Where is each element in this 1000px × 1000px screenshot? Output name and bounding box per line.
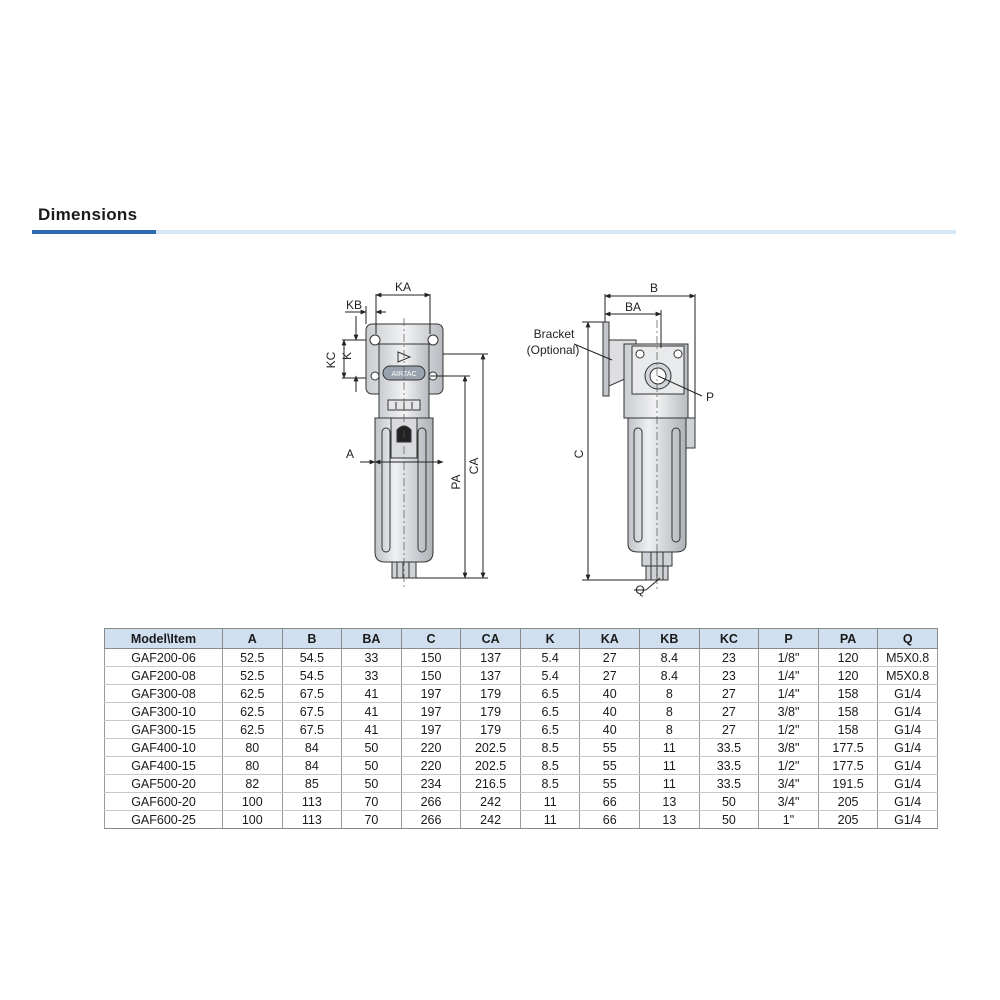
- value-cell: 27: [580, 667, 640, 685]
- value-cell: 1/2": [759, 757, 819, 775]
- value-cell: 1/4": [759, 685, 819, 703]
- value-cell: 33.5: [699, 757, 759, 775]
- value-cell: 1/2": [759, 721, 819, 739]
- value-cell: 11: [640, 757, 700, 775]
- front-view: [366, 318, 443, 590]
- value-cell: 1/8": [759, 649, 819, 667]
- value-cell: 84: [282, 739, 342, 757]
- value-cell: 8.4: [640, 649, 700, 667]
- dimensions-table: [104, 628, 938, 829]
- label-c: C: [572, 449, 586, 459]
- value-cell: 242: [461, 793, 521, 811]
- value-cell: G1/4: [878, 739, 938, 757]
- value-cell: 8.5: [520, 757, 580, 775]
- model-cell: GAF300-08: [105, 685, 223, 703]
- value-cell: 220: [401, 739, 461, 757]
- value-cell: 179: [461, 703, 521, 721]
- value-cell: 13: [640, 811, 700, 829]
- value-cell: 13: [640, 793, 700, 811]
- table-header-cell: Model\Item: [105, 629, 223, 649]
- value-cell: 1/4": [759, 667, 819, 685]
- table-header-cell: K: [520, 629, 580, 649]
- value-cell: 40: [580, 703, 640, 721]
- label-pa: PA: [449, 474, 463, 490]
- value-cell: 197: [401, 721, 461, 739]
- value-cell: 40: [580, 685, 640, 703]
- value-cell: 66: [580, 811, 640, 829]
- value-cell: 202.5: [461, 757, 521, 775]
- value-cell: 62.5: [223, 685, 283, 703]
- table-header-cell: KC: [699, 629, 759, 649]
- model-cell: GAF300-10: [105, 703, 223, 721]
- value-cell: 8.5: [520, 775, 580, 793]
- value-cell: 113: [282, 793, 342, 811]
- value-cell: 5.4: [520, 649, 580, 667]
- value-cell: 55: [580, 757, 640, 775]
- value-cell: 266: [401, 811, 461, 829]
- table-header-cell: B: [282, 629, 342, 649]
- value-cell: 177.5: [818, 739, 878, 757]
- value-cell: 8: [640, 703, 700, 721]
- value-cell: 8.4: [640, 667, 700, 685]
- value-cell: G1/4: [878, 703, 938, 721]
- value-cell: 80: [223, 739, 283, 757]
- label-k: K: [340, 351, 354, 361]
- value-cell: 3/4": [759, 793, 819, 811]
- value-cell: 50: [699, 793, 759, 811]
- table-row: [105, 793, 938, 811]
- value-cell: 52.5: [223, 649, 283, 667]
- value-cell: 33: [342, 667, 402, 685]
- value-cell: 11: [640, 739, 700, 757]
- model-cell: GAF500-20: [105, 775, 223, 793]
- page-title: Dimensions: [38, 205, 138, 224]
- value-cell: 205: [818, 793, 878, 811]
- value-cell: 158: [818, 721, 878, 739]
- value-cell: 137: [461, 667, 521, 685]
- value-cell: 55: [580, 739, 640, 757]
- value-cell: 197: [401, 703, 461, 721]
- label-kb: KB: [345, 298, 363, 312]
- value-cell: 85: [282, 775, 342, 793]
- value-cell: 41: [342, 703, 402, 721]
- value-cell: 23: [699, 667, 759, 685]
- value-cell: 33.5: [699, 775, 759, 793]
- value-cell: 179: [461, 685, 521, 703]
- value-cell: 80: [223, 757, 283, 775]
- table-header-cell: Q: [878, 629, 938, 649]
- value-cell: 55: [580, 775, 640, 793]
- value-cell: 11: [520, 811, 580, 829]
- table-row: [105, 685, 938, 703]
- value-cell: 113: [282, 811, 342, 829]
- value-cell: 11: [640, 775, 700, 793]
- label-ca: CA: [467, 457, 481, 475]
- value-cell: G1/4: [878, 757, 938, 775]
- value-cell: 33: [342, 649, 402, 667]
- label-optional: (Optional): [526, 343, 580, 357]
- value-cell: 1": [759, 811, 819, 829]
- value-cell: 50: [342, 757, 402, 775]
- table-header-cell: P: [759, 629, 819, 649]
- svg-text:AIRTAC: AIRTAC: [391, 371, 417, 378]
- label-a: A: [345, 447, 355, 461]
- table-row: [105, 811, 938, 829]
- value-cell: 197: [401, 685, 461, 703]
- value-cell: 41: [342, 685, 402, 703]
- table-row: [105, 757, 938, 775]
- table-row: [105, 649, 938, 667]
- label-kc: KC: [324, 351, 338, 369]
- value-cell: 50: [342, 739, 402, 757]
- value-cell: 8.5: [520, 739, 580, 757]
- value-cell: 100: [223, 811, 283, 829]
- value-cell: 27: [699, 721, 759, 739]
- value-cell: 8: [640, 685, 700, 703]
- value-cell: 27: [699, 685, 759, 703]
- model-cell: GAF200-08: [105, 667, 223, 685]
- value-cell: 70: [342, 811, 402, 829]
- value-cell: 158: [818, 703, 878, 721]
- model-cell: GAF600-20: [105, 793, 223, 811]
- table-body: [105, 649, 938, 829]
- value-cell: 3/8": [759, 703, 819, 721]
- value-cell: 158: [818, 685, 878, 703]
- value-cell: 62.5: [223, 721, 283, 739]
- value-cell: G1/4: [878, 793, 938, 811]
- table-header-cell: BA: [342, 629, 402, 649]
- table-header-cell: KA: [580, 629, 640, 649]
- value-cell: 6.5: [520, 703, 580, 721]
- value-cell: 150: [401, 649, 461, 667]
- value-cell: 8: [640, 721, 700, 739]
- value-cell: 33.5: [699, 739, 759, 757]
- label-p: P: [705, 390, 715, 404]
- value-cell: 41: [342, 721, 402, 739]
- table-row: [105, 721, 938, 739]
- label-bracket: Bracket: [533, 327, 575, 341]
- value-cell: 220: [401, 757, 461, 775]
- value-cell: 3/4": [759, 775, 819, 793]
- value-cell: 23: [699, 649, 759, 667]
- table-header-cell: C: [401, 629, 461, 649]
- value-cell: 177.5: [818, 757, 878, 775]
- value-cell: M5X0.8: [878, 649, 938, 667]
- value-cell: 137: [461, 649, 521, 667]
- value-cell: G1/4: [878, 811, 938, 829]
- value-cell: 70: [342, 793, 402, 811]
- value-cell: 150: [401, 667, 461, 685]
- model-cell: GAF600-25: [105, 811, 223, 829]
- table-header-cell: A: [223, 629, 283, 649]
- table-header-cell: PA: [818, 629, 878, 649]
- side-view: [603, 320, 695, 592]
- value-cell: 3/8": [759, 739, 819, 757]
- value-cell: 6.5: [520, 685, 580, 703]
- value-cell: G1/4: [878, 775, 938, 793]
- value-cell: 202.5: [461, 739, 521, 757]
- value-cell: 6.5: [520, 721, 580, 739]
- table-header-row: [105, 629, 938, 649]
- value-cell: 50: [699, 811, 759, 829]
- value-cell: 54.5: [282, 667, 342, 685]
- value-cell: 266: [401, 793, 461, 811]
- value-cell: 50: [342, 775, 402, 793]
- model-cell: GAF400-10: [105, 739, 223, 757]
- value-cell: 27: [699, 703, 759, 721]
- value-cell: G1/4: [878, 685, 938, 703]
- value-cell: 205: [818, 811, 878, 829]
- table-row: [105, 739, 938, 757]
- value-cell: 66: [580, 793, 640, 811]
- label-ba: BA: [624, 300, 642, 314]
- value-cell: 216.5: [461, 775, 521, 793]
- value-cell: 11: [520, 793, 580, 811]
- value-cell: 54.5: [282, 649, 342, 667]
- value-cell: 82: [223, 775, 283, 793]
- value-cell: 5.4: [520, 667, 580, 685]
- value-cell: 62.5: [223, 703, 283, 721]
- value-cell: 234: [401, 775, 461, 793]
- value-cell: 52.5: [223, 667, 283, 685]
- value-cell: 191.5: [818, 775, 878, 793]
- model-cell: GAF400-15: [105, 757, 223, 775]
- value-cell: 67.5: [282, 721, 342, 739]
- table-row: [105, 703, 938, 721]
- label-ka: KA: [394, 280, 412, 294]
- value-cell: 40: [580, 721, 640, 739]
- value-cell: 27: [580, 649, 640, 667]
- value-cell: 120: [818, 649, 878, 667]
- table-row: [105, 775, 938, 793]
- label-b: B: [649, 281, 659, 295]
- table-header-cell: KB: [640, 629, 700, 649]
- label-q: Q: [635, 583, 645, 597]
- value-cell: 179: [461, 721, 521, 739]
- table-row: [105, 667, 938, 685]
- value-cell: M5X0.8: [878, 667, 938, 685]
- value-cell: G1/4: [878, 721, 938, 739]
- model-cell: GAF200-06: [105, 649, 223, 667]
- value-cell: 242: [461, 811, 521, 829]
- model-cell: GAF300-15: [105, 721, 223, 739]
- table-header-cell: CA: [461, 629, 521, 649]
- value-cell: 120: [818, 667, 878, 685]
- value-cell: 100: [223, 793, 283, 811]
- value-cell: 67.5: [282, 685, 342, 703]
- value-cell: 67.5: [282, 703, 342, 721]
- value-cell: 84: [282, 757, 342, 775]
